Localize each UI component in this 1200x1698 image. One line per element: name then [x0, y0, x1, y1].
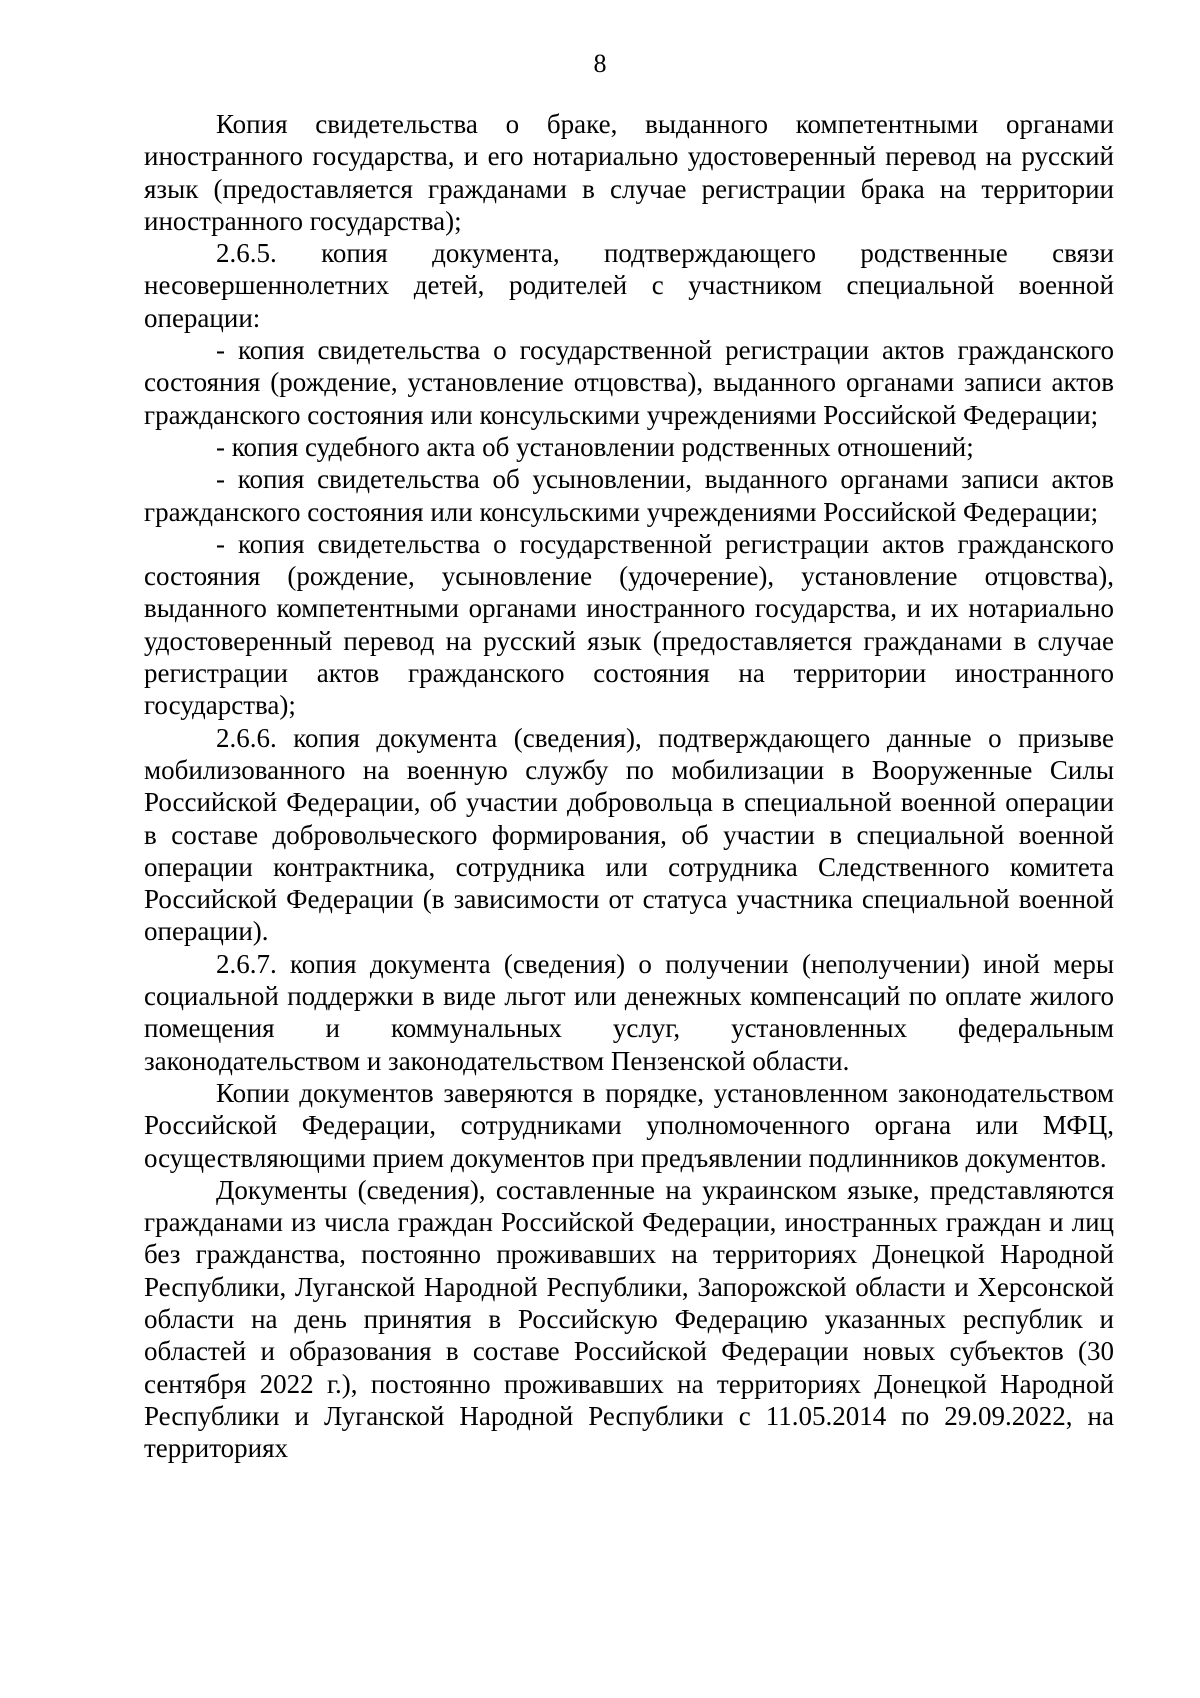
list-item-foreign-certificate: - копия свидетельства о государственной регистрации актов гражданского состояния (рождение, усыновление (удочерение), установление отцовства), выданного компетентными органами иностранного государства, и их нотариально удостоверенный перевод на русский язык (предоставляется гражданами в случае регистрации актов гражданского состояния на территории иностранного государства);: [144, 528, 1114, 721]
list-item-adoption-certificate: - копия свидетельства об усыновлении, выданного органами записи актов гражданского состояния или консульскими учреждениями Российской Федерации;: [144, 464, 1114, 527]
list-item-court-act: - копия судебного акта об установлении родственных отношений;: [216, 431, 974, 462]
paragraph-marriage-certificate: Копия свидетельства о браке, выданного компетентными органами иностранного государства, и его нотариально удостоверенный перевод на русский язык (предоставляется гражданами в случае регистрации брака на территории иностранного государства);: [144, 109, 1114, 236]
page-number: 8: [593, 49, 607, 78]
paragraph-2-6-6: 2.6.6. копия документа (сведения), подтверждающего данные о призыве мобилизованного на военную службу по мобилизации в Вооруженные Силы Российской Федерации, об участии добровольца в специальной военной операции в составе добровольческого формирования, об участии в специальной военной операции контрактника, сотрудника или сотрудника Следственного комитета Российской Федерации (в зависимости от статуса участника специальной военной операции).: [144, 722, 1114, 947]
paragraph-2-6-7: 2.6.7. копия документа (сведения) о получении (неполучении) иной меры социальной поддержки в виде льгот или денежных компенсаций по оплате жилого помещения и коммунальных услуг, установленных федеральным законодательством и законодательством Пензенской области.: [144, 948, 1114, 1076]
paragraph-ukrainian-documents: Документы (сведения), составленные на украинском языке, представляются гражданами из числа граждан Российской Федерации, иностранных граждан и лиц без гражданства, постоянно проживавших на территориях Донецкой Народной Республики, Луганской Народной Республики, Запорожской области и Херсонской области на день принятия в Российскую Федерацию указанных республик и областей и образования в составе Российской Федерации новых субъектов (30 сентября 2022 г.), постоянно проживавших на территориях Донецкой Народной Республики и Луганской Народной Республики с 11.05.2014 по 29.09.2022, на территориях: [144, 1174, 1114, 1464]
paragraph-copies-certification: Копии документов заверяются в порядке, установленном законодательством Российской Федерации, сотрудниками уполномоченного органа или МФЦ, осуществляющими прием документов при предъявлении подлинников документов.: [144, 1077, 1114, 1173]
paragraph-2-6-5: 2.6.5. копия документа, подтверждающего родственные связи несовершеннолетних детей, родителей с участником специальной военной операции:: [144, 238, 1114, 333]
list-item-birth-certificate: - копия свидетельства о государственной регистрации актов гражданского состояния (рождение, установление отцовства), выданного органами записи актов гражданского состояния или консульскими учреждениями Российской Федерации;: [144, 335, 1114, 430]
document-body: [144, 108, 1114, 1464]
